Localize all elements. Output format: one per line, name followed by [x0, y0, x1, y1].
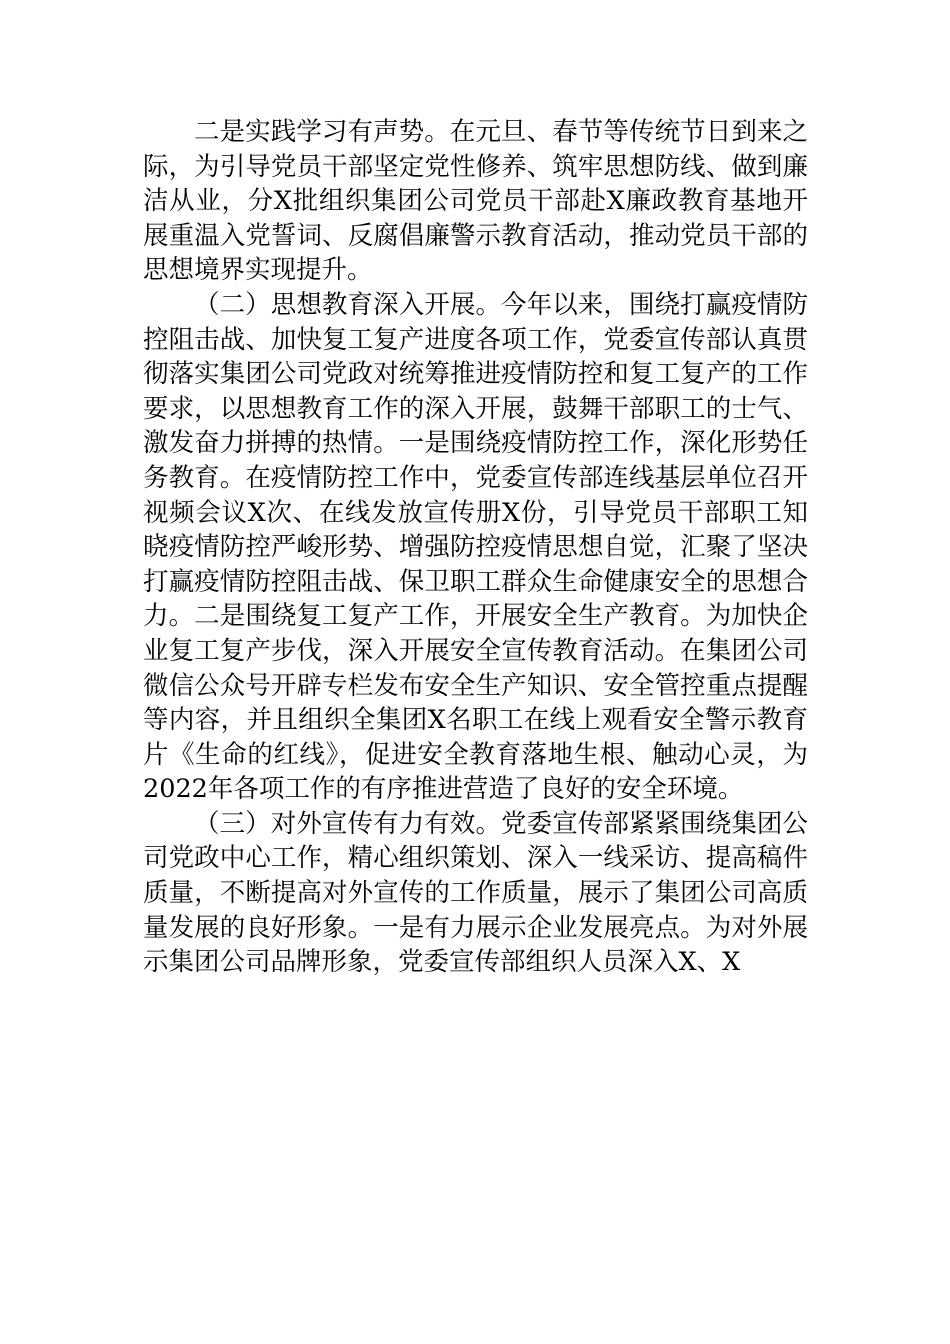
paragraph-practice-learning: 二是实践学习有声势。在元旦、春节等传统节日到来之际，为引导党员干部坚定党性修养、筑牢思想防线、做到廉洁从业，分X批组织集团公司党员干部赴X廉政教育基地开展重温入党誓词、反腐倡廉警示教育活动，推动党员干部的思想境界实现提升。	[143, 117, 808, 286]
paragraph-ideological-education: （二）思想教育深入开展。今年以来，围绕打赢疫情防控阻击战、加快复工复产进度各项工作，党委宣传部认真贯彻落实集团公司党政对统筹推进疫情防控和复工复产的工作要求，以思想教育工作的深入开展，鼓舞干部职工的士气、激发奋力拼搏的热情。一是围绕疫情防控工作，深化形势任务教育。在疫情防控工作中，党委宣传部连线基层单位召开视频会议X次、在线发放宣传册X份，引导党员干部职工知晓疫情防控严峻形势、增强防控疫情思想自觉，汇聚了坚决打赢疫情防控阻击战、保卫职工群众生命健康安全的思想合力。二是围绕复工复产工作，开展安全生产教育。为加快企业复工复产步伐，深入开展安全宣传教育活动。在集团公司微信公众号开辟专栏发布安全生产知识、安全管控重点提醒等内容，并且组织全集团X名职工在线上观看安全警示教育片《生命的红线》，促进安全教育落地生根、触动心灵，为2022年各项工作的有序推进营造了良好的安全环境。	[143, 289, 808, 805]
paragraph-external-publicity: （三）对外宣传有力有效。党委宣传部紧紧围绕集团公司党政中心工作，精心组织策划、深入一线采访、提高稿件质量，不断提高对外宣传的工作质量，展示了集团公司高质量发展的良好形象。一是有力展示企业发展亮点。为对外展示集团公司品牌形象，党委宣传部组织人员深入X、X	[143, 808, 808, 978]
document-page	[143, 115, 808, 980]
